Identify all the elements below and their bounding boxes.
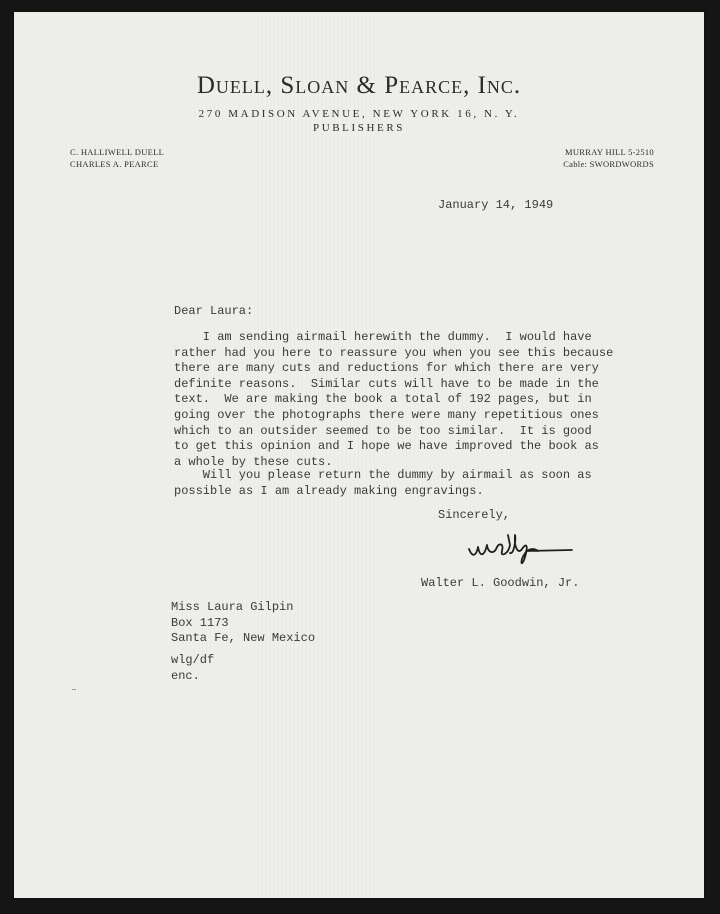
- typist-initials: wlg/df: [171, 653, 215, 667]
- partner-name: CHARLES A. PEARCE: [70, 159, 159, 169]
- enclosure-note: enc.: [171, 668, 200, 683]
- body-paragraph: Will you please return the dummy by airmail as soon as possible as I am already making engravings.: [174, 468, 592, 498]
- handwritten-signature: [464, 527, 574, 567]
- partners-list: [70, 146, 164, 170]
- phone-number: MURRAY HILL 5-2510: [565, 147, 654, 157]
- closing: Sincerely,: [438, 508, 511, 522]
- partner-name: C. HALLIWELL DUELL: [70, 147, 165, 157]
- signer-name: Walter L. Goodwin, Jr.: [421, 576, 580, 590]
- recipient-line: Box 1173: [171, 615, 229, 630]
- reference-initials: [171, 653, 214, 684]
- company-name: Duell, Sloan & Pearce, Inc.: [196, 72, 522, 99]
- cable-address: Cable: SWORDWORDS: [563, 159, 654, 169]
- contact-info: [563, 146, 654, 170]
- paper-mark: [72, 689, 76, 690]
- recipient-address: [171, 600, 315, 647]
- company-address: 270 MADISON AVENUE, NEW YORK 16, N. Y.: [198, 108, 520, 120]
- company-tagline: PUBLISHERS: [312, 122, 406, 134]
- letter-date: January 14, 1949: [438, 198, 554, 212]
- salutation: Dear Laura:: [174, 304, 254, 318]
- letter-page: [14, 12, 704, 898]
- recipient-line: Miss Laura Gilpin: [171, 600, 294, 614]
- recipient-line: Santa Fe, New Mexico: [171, 631, 316, 646]
- body-paragraph: I am sending airmail herewith the dummy. I would have rather had you here to reassure you when you see this because there are many cuts and reductions for which there are very definite reasons. Similar cuts will have to be made in the text. We are making the book a total of 192 pages, but in going over the photographs there were many repetitious ones which to an outsider seemed to be too similar. It is good to get this opinion and I hope we have improved the book as a whole by these cuts.: [174, 330, 614, 469]
